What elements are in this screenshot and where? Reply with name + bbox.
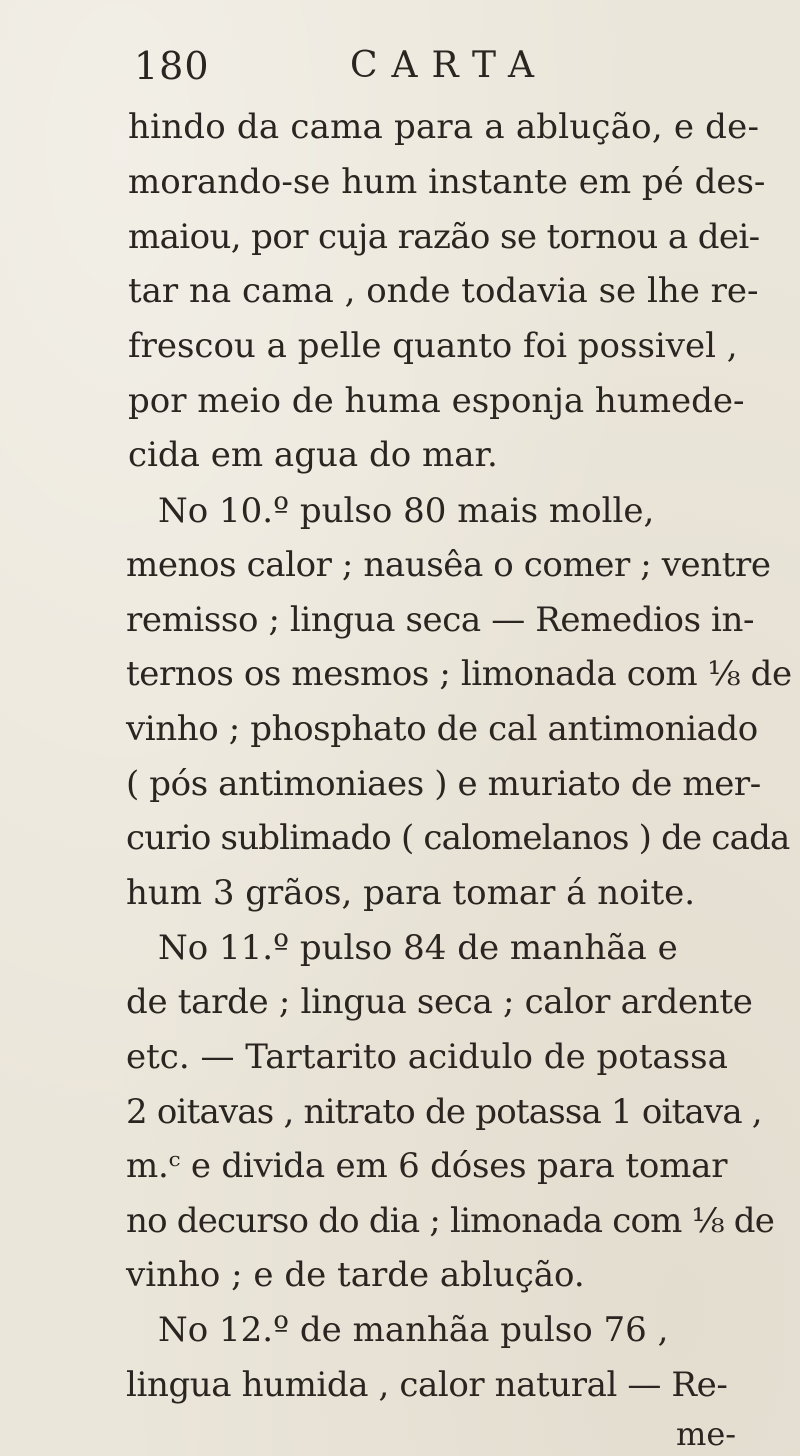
page-header: [134, 36, 734, 96]
page-number: 180: [134, 44, 210, 88]
text-line: morando-se hum instante em pé des-: [128, 162, 766, 202]
text-line: vinho ; e de tarde ablução.: [126, 1255, 585, 1295]
text-line: remisso ; lingua seca — Remedios in-: [126, 600, 755, 640]
text-line: ternos os mesmos ; limonada com ⅛ de: [126, 654, 792, 694]
text-line: tar na cama , onde todavia se lhe re-: [128, 271, 759, 311]
text-line: etc. — Tartarito acidulo de potassa: [126, 1037, 728, 1077]
text-line: no decurso do dia ; limonada com ⅛ de: [126, 1201, 775, 1241]
text-line: de tarde ; lingua seca ; calor ardente: [126, 982, 753, 1022]
text-line: m.ᶜ e divida em 6 dóses para tomar: [126, 1146, 728, 1186]
text-line: No 11.º pulso 84 de manhãa e: [158, 928, 678, 968]
text-line: por meio de huma esponja humede-: [128, 381, 745, 421]
catchword: me-: [676, 1415, 737, 1453]
text-line: menos calor ; nausêa o comer ; ventre: [126, 545, 771, 585]
text-line: No 12.º de manhãa pulso 76 ,: [158, 1310, 669, 1350]
text-line: hum 3 grãos, para tomar á noite.: [126, 873, 696, 913]
text-line: vinho ; phosphato de cal antimoniado: [126, 709, 758, 749]
text-line: ( pós antimoniaes ) e muriato de mer-: [126, 764, 761, 804]
text-line: cida em agua do mar.: [128, 435, 498, 475]
text-line: lingua humida , calor natural — Re-: [126, 1365, 728, 1405]
text-line: frescou a pelle quanto foi possivel ,: [128, 326, 738, 366]
text-line: curio sublimado ( calomelanos ) de cada: [126, 818, 790, 858]
text-line: maiou, por cuja razão se tornou a dei-: [128, 217, 760, 257]
running-head: CARTA: [350, 45, 549, 86]
text-line: hindo da cama para a ablução, e de-: [128, 107, 760, 147]
text-line: No 10.º pulso 80 mais molle,: [158, 491, 655, 531]
text-line: 2 oitavas , nitrato de potassa 1 oitava ,: [126, 1092, 762, 1132]
